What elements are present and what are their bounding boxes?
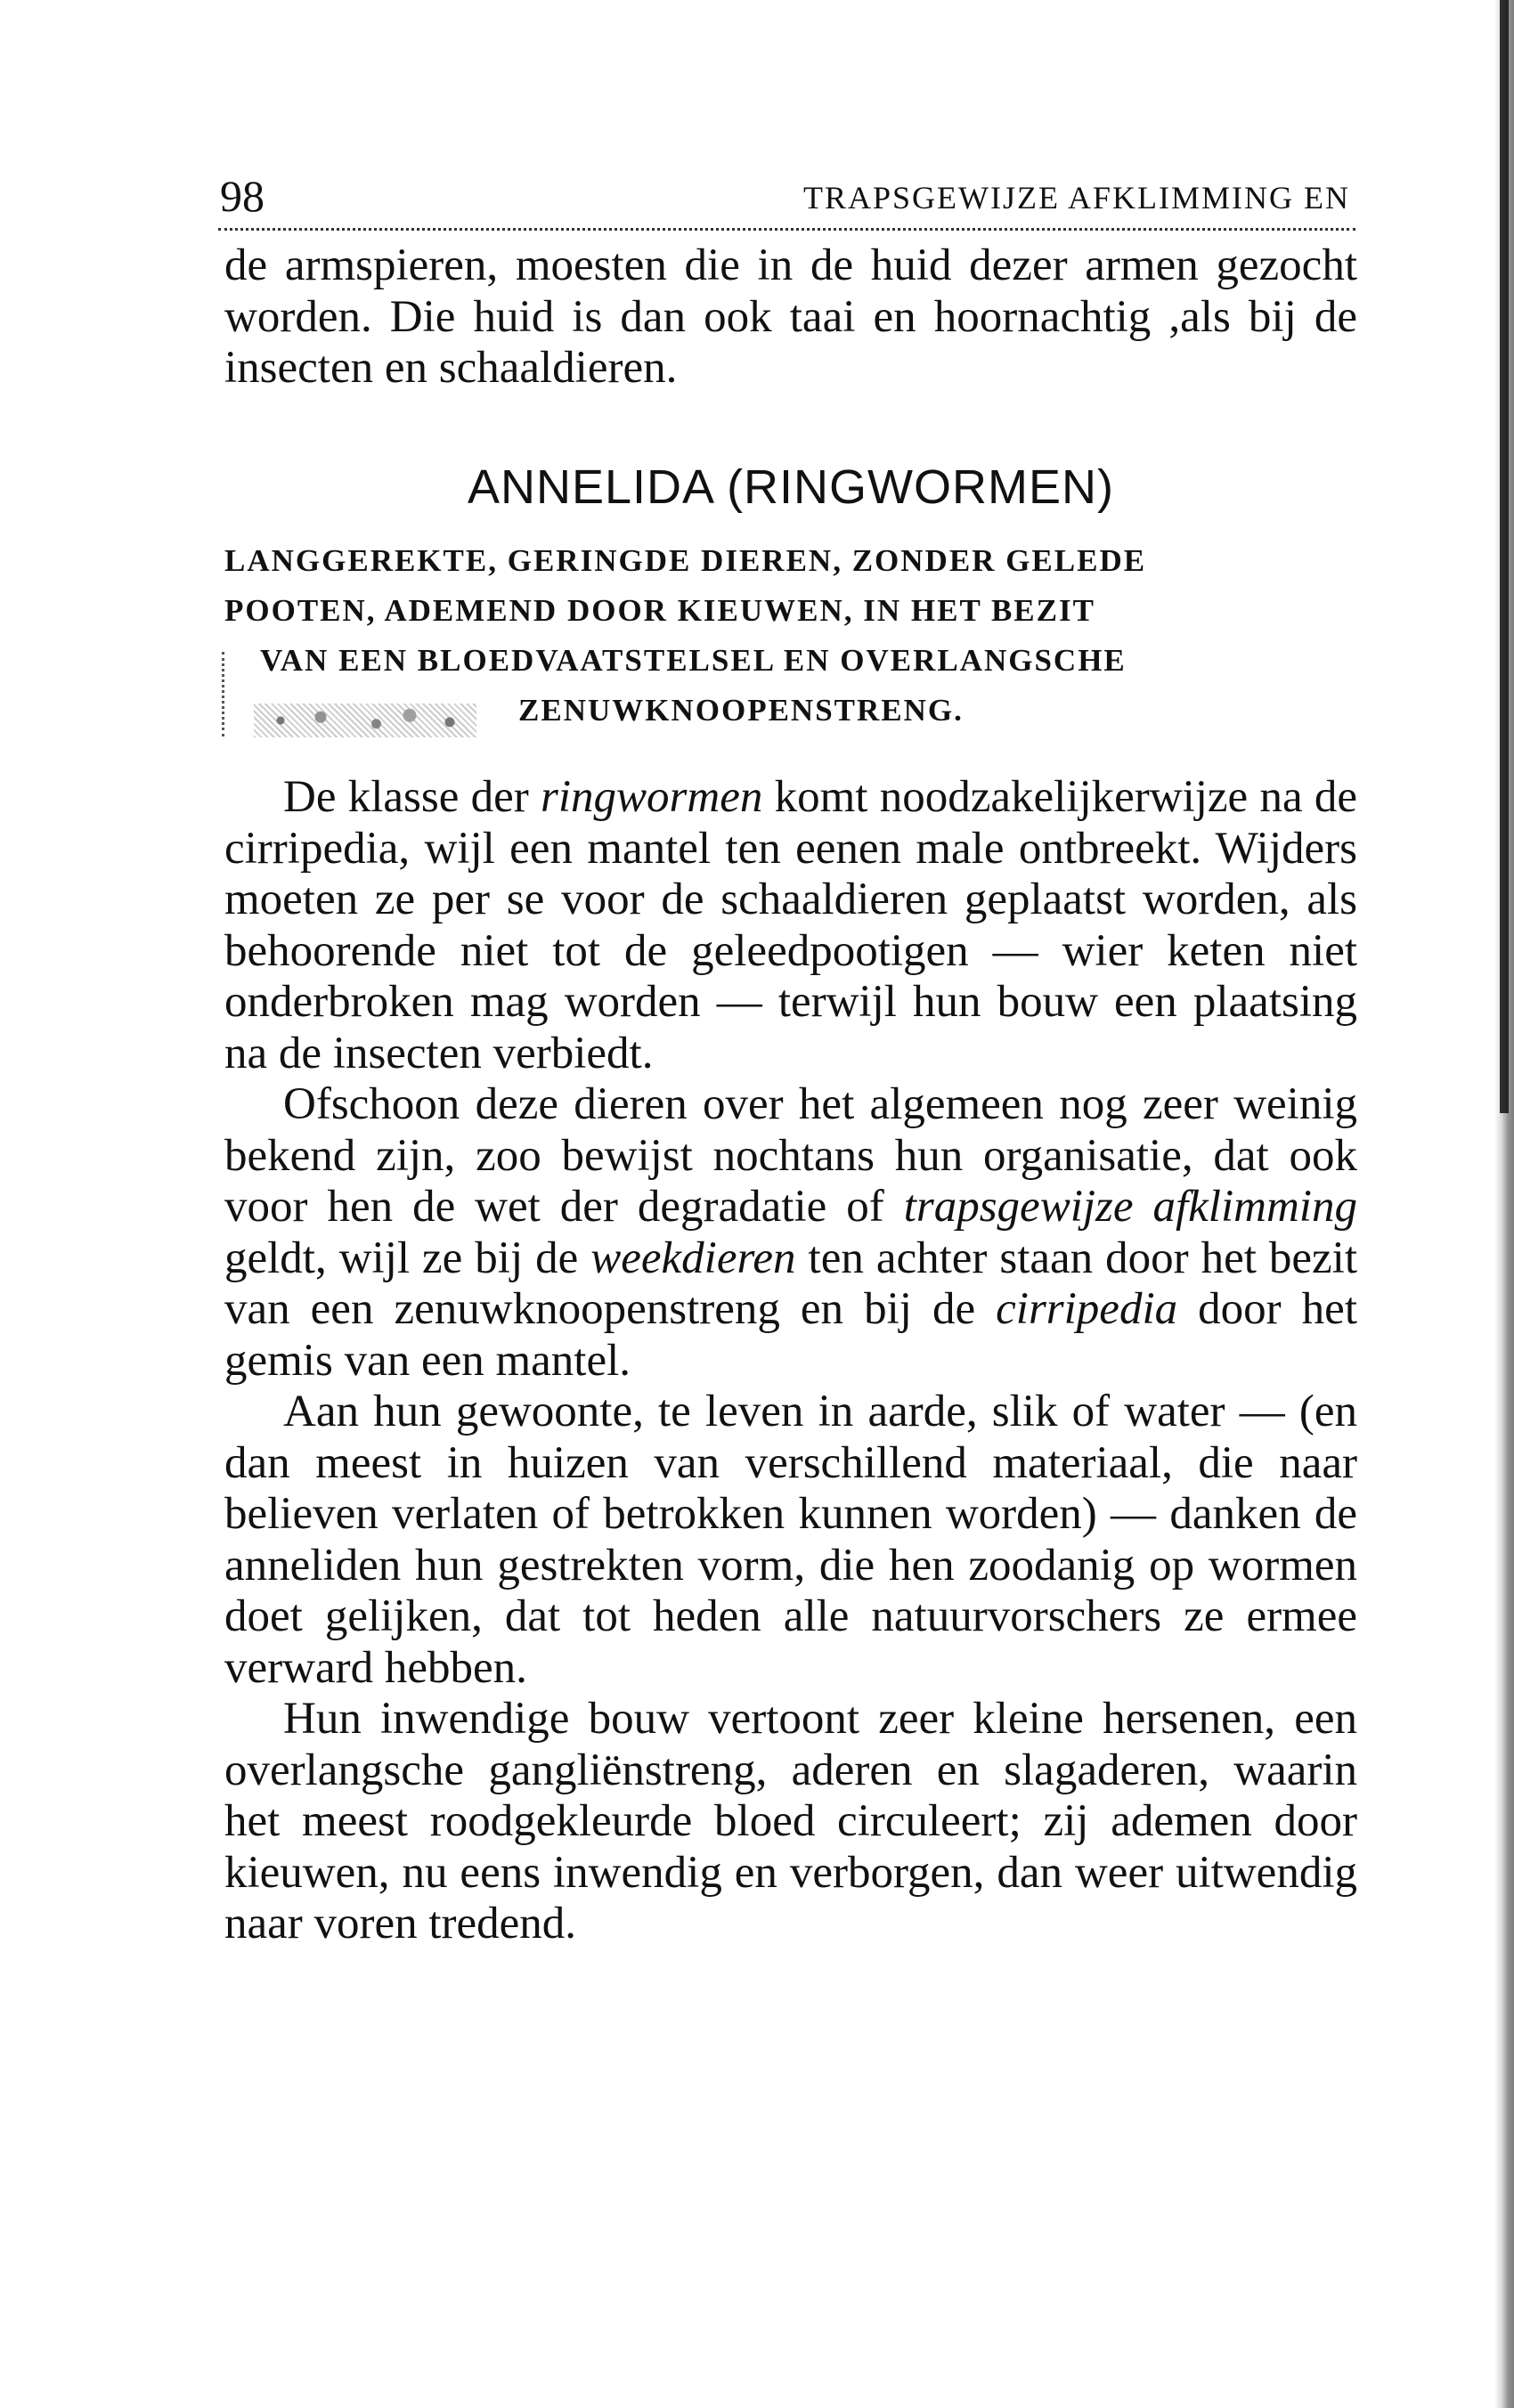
paragraph-text: De klasse der <box>283 772 541 822</box>
margin-mark <box>222 652 227 736</box>
paragraph <box>224 1079 1357 1387</box>
paragraph-text: door het gemis van een mantel. <box>224 1284 1357 1386</box>
emphasis-text: ringwormen <box>541 772 763 822</box>
page-number: 98 <box>220 171 265 221</box>
summary-line: LANGGEREKTE, GERINGDE DIEREN, ZONDER GELEDE <box>224 543 1147 578</box>
running-head: TRAPSGEWIJZE AFKLIMMING EN <box>803 180 1350 216</box>
paragraph: Hun inwendige bouw vertoont zeer kleine hersenen, een overlangsche gangliënstreng, aderen en slagaderen, waarin het meest roodgekleurde bloed circuleert; zij ademen door kieuwen, nu eens inwendig en verborgen, dan weer uitwendig naar voren tredend. <box>224 1694 1357 1948</box>
summary-line: ZENUWKNOOPENSTRENG. <box>518 693 964 728</box>
paragraph-text: komt noodzakelijkerwijze na de cirripedia, wijl een mantel ten eenen male ontbreekt. Wijders moeten ze per se voor de schaaldieren geplaatst worden, als behoorende niet tot de geleedpootigen — wier keten niet onderbroken mag worden — terwijl hun bouw een plaatsing na de insecten verbiedt. <box>224 772 1357 1078</box>
ink-smudge <box>254 704 476 737</box>
paragraph-text: ten achter staan door het bezit van een zenuwknoopenstreng en bij de <box>224 1232 1358 1334</box>
scan-edge-binding <box>1500 0 1509 1113</box>
opening-paragraph: de armspieren, moesten die in de huid dezer armen gezocht worden. Die huid is dan ook taai en hoornachtig ,als bij de insecten en schaaldieren. <box>224 240 1357 393</box>
body-text <box>224 772 1357 1950</box>
paragraph <box>224 772 1357 1079</box>
summary-line: VAN EEN BLOEDVAATSTELSEL EN OVERLANGSCHE <box>260 643 1127 678</box>
emphasis-text: weekdieren <box>590 1232 796 1283</box>
summary-line: POOTEN, ADEMEND DOOR KIEUWEN, IN HET BEZIT <box>224 593 1095 628</box>
paragraph-text: Ofschoon deze dieren over het algemeen nog zeer weinig bekend zijn, zoo bewijst nochtans hun organisatie, dat ook voor hen de wet der degradatie of <box>224 1079 1357 1232</box>
section-title: ANNELIDA (RINGWORMEN) <box>467 460 1115 514</box>
paragraph-text: geldt, wijl ze bij de <box>224 1232 591 1283</box>
page-header <box>218 169 1355 231</box>
emphasis-text: cirripedia <box>996 1284 1178 1334</box>
opening-text <box>224 240 1357 395</box>
paragraph: Aan hun gewoonte, te leven in aarde, slik of water — (en dan meest in huizen van verschillend materiaal, die naar believen verlaten of betrokken kunnen worden) — danken de anneliden hun gestrekten vorm, die hen zoodanig op wormen doet gelijken, dat tot heden alle natuurvorschers ze ermee verward hebben. <box>224 1387 1357 1693</box>
emphasis-text: trapsgewijze afklimming <box>903 1182 1357 1232</box>
